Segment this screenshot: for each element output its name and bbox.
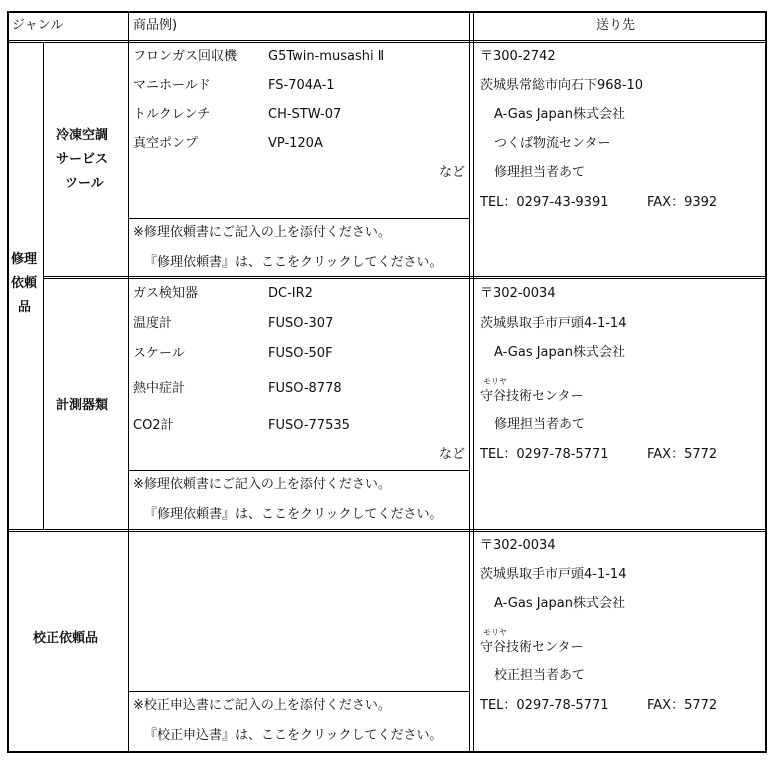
row-cal-sep	[7, 529, 767, 530]
attention-line: 修理担当者あて	[494, 165, 586, 180]
col-genre-right	[128, 11, 129, 531]
row-cal-sep-2	[7, 531, 767, 532]
repair-label-1: 修理	[11, 252, 38, 267]
tel-number: TEL：0297-43-9391	[480, 195, 609, 210]
attention-line: 修理担当者あて	[494, 417, 586, 432]
center-name: 守谷技術センター	[480, 389, 584, 404]
list-item-name: スケール	[133, 346, 185, 361]
row-repair-sep-2	[43, 278, 767, 279]
list-item-model: FUSO-8778	[268, 381, 342, 396]
repair-label-3: 品	[18, 300, 32, 315]
list-item-model: FUSO-50F	[268, 346, 333, 361]
calibration-label: 校正依頼品	[33, 631, 99, 646]
center-name-ruby: モリヤ	[483, 628, 507, 637]
list-item-model: DC-IR2	[268, 286, 313, 301]
measurement-etc: など	[439, 447, 466, 462]
list-item-model: FS-704A-1	[268, 78, 335, 93]
postal-code: 〒302-0034	[480, 286, 556, 301]
list-item-model: VP-120A	[268, 136, 323, 151]
fax-number: FAX：5772	[647, 447, 718, 462]
border-left	[7, 11, 9, 753]
address-line: 茨城県取手市戸頭4-1-14	[480, 567, 627, 582]
list-item-name: 真空ポンプ	[133, 136, 199, 151]
list-item-name: CO2計	[133, 418, 174, 433]
address-line: 茨城県取手市戸頭4-1-14	[480, 316, 627, 331]
refrig-note: ※修理依頼書にご記入の上を添付ください。	[133, 225, 391, 240]
list-item-name: フロンガス回収機	[133, 49, 238, 64]
note-box-2-top	[128, 470, 470, 471]
fax-number: FAX：9392	[647, 195, 718, 210]
header-divider-2	[7, 42, 767, 43]
company-name: A-Gas Japan株式会社	[494, 596, 625, 611]
tel-number: TEL：0297-78-5771	[480, 698, 609, 713]
note-box-3-top	[128, 691, 470, 692]
col-products-right	[469, 11, 470, 753]
list-item-name: ガス検知器	[133, 286, 199, 301]
refrig-etc: など	[439, 165, 466, 180]
header-divider	[7, 40, 767, 41]
col-genre-right-cal	[128, 531, 129, 753]
attention-line: 校正担当者あて	[494, 668, 586, 683]
col-products-right-2	[473, 11, 474, 753]
postal-code: 〒302-0034	[480, 538, 556, 553]
company-name: A-Gas Japan株式会社	[494, 107, 625, 122]
repair-label-2: 依頼	[11, 276, 38, 291]
refrig-label-2: サービス	[56, 152, 109, 167]
measurement-label: 計測器類	[56, 398, 109, 413]
border-bottom	[7, 751, 767, 753]
measurement-note: ※修理依頼書にご記入の上を添付ください。	[133, 477, 391, 492]
calibration-note: ※校正申込書にご記入の上を添付ください。	[133, 698, 391, 713]
list-item-name: 熱中症計	[133, 381, 186, 396]
col-subgenre-left	[43, 42, 44, 530]
border-right	[765, 11, 767, 753]
center-name: つくば物流センター	[494, 136, 611, 151]
list-item-name: 温度計	[133, 316, 173, 331]
list-item-name: トルクレンチ	[133, 107, 211, 122]
refrig-label-1: 冷凍空調	[56, 128, 109, 143]
list-item-model: FUSO-307	[268, 316, 334, 331]
fax-number: FAX：5772	[647, 698, 718, 713]
note-box-1-top	[128, 218, 470, 219]
calibration-form-link[interactable]: 『校正申込書』は、ここをクリックしてください。	[144, 728, 443, 743]
center-name: 守谷技術センター	[480, 640, 584, 655]
postal-code: 〒300-2742	[480, 49, 556, 64]
header-genre: ジャンル	[12, 18, 64, 33]
refrig-label-3: ツール	[65, 176, 104, 191]
list-item-model: FUSO-77535	[268, 418, 350, 433]
row-repair-sep	[43, 276, 767, 277]
border-top	[7, 11, 767, 13]
header-destination: 送り先	[596, 18, 636, 33]
header-products: 商品例)	[133, 18, 178, 33]
tel-number: TEL：0297-78-5771	[480, 447, 609, 462]
address-line: 茨城県常総市向石下968-10	[480, 78, 644, 93]
center-name-ruby: モリヤ	[483, 377, 507, 386]
list-item-name: マニホールド	[133, 78, 211, 93]
list-item-model: G5Twin-musashi Ⅱ	[268, 49, 385, 64]
repair-form-link-measurement[interactable]: 『修理依頼書』は、ここをクリックしてください。	[144, 507, 443, 522]
repair-form-link-refrig[interactable]: 『修理依頼書』は、ここをクリックしてください。	[144, 255, 443, 270]
list-item-model: CH-STW-07	[268, 107, 342, 122]
company-name: A-Gas Japan株式会社	[494, 345, 625, 360]
